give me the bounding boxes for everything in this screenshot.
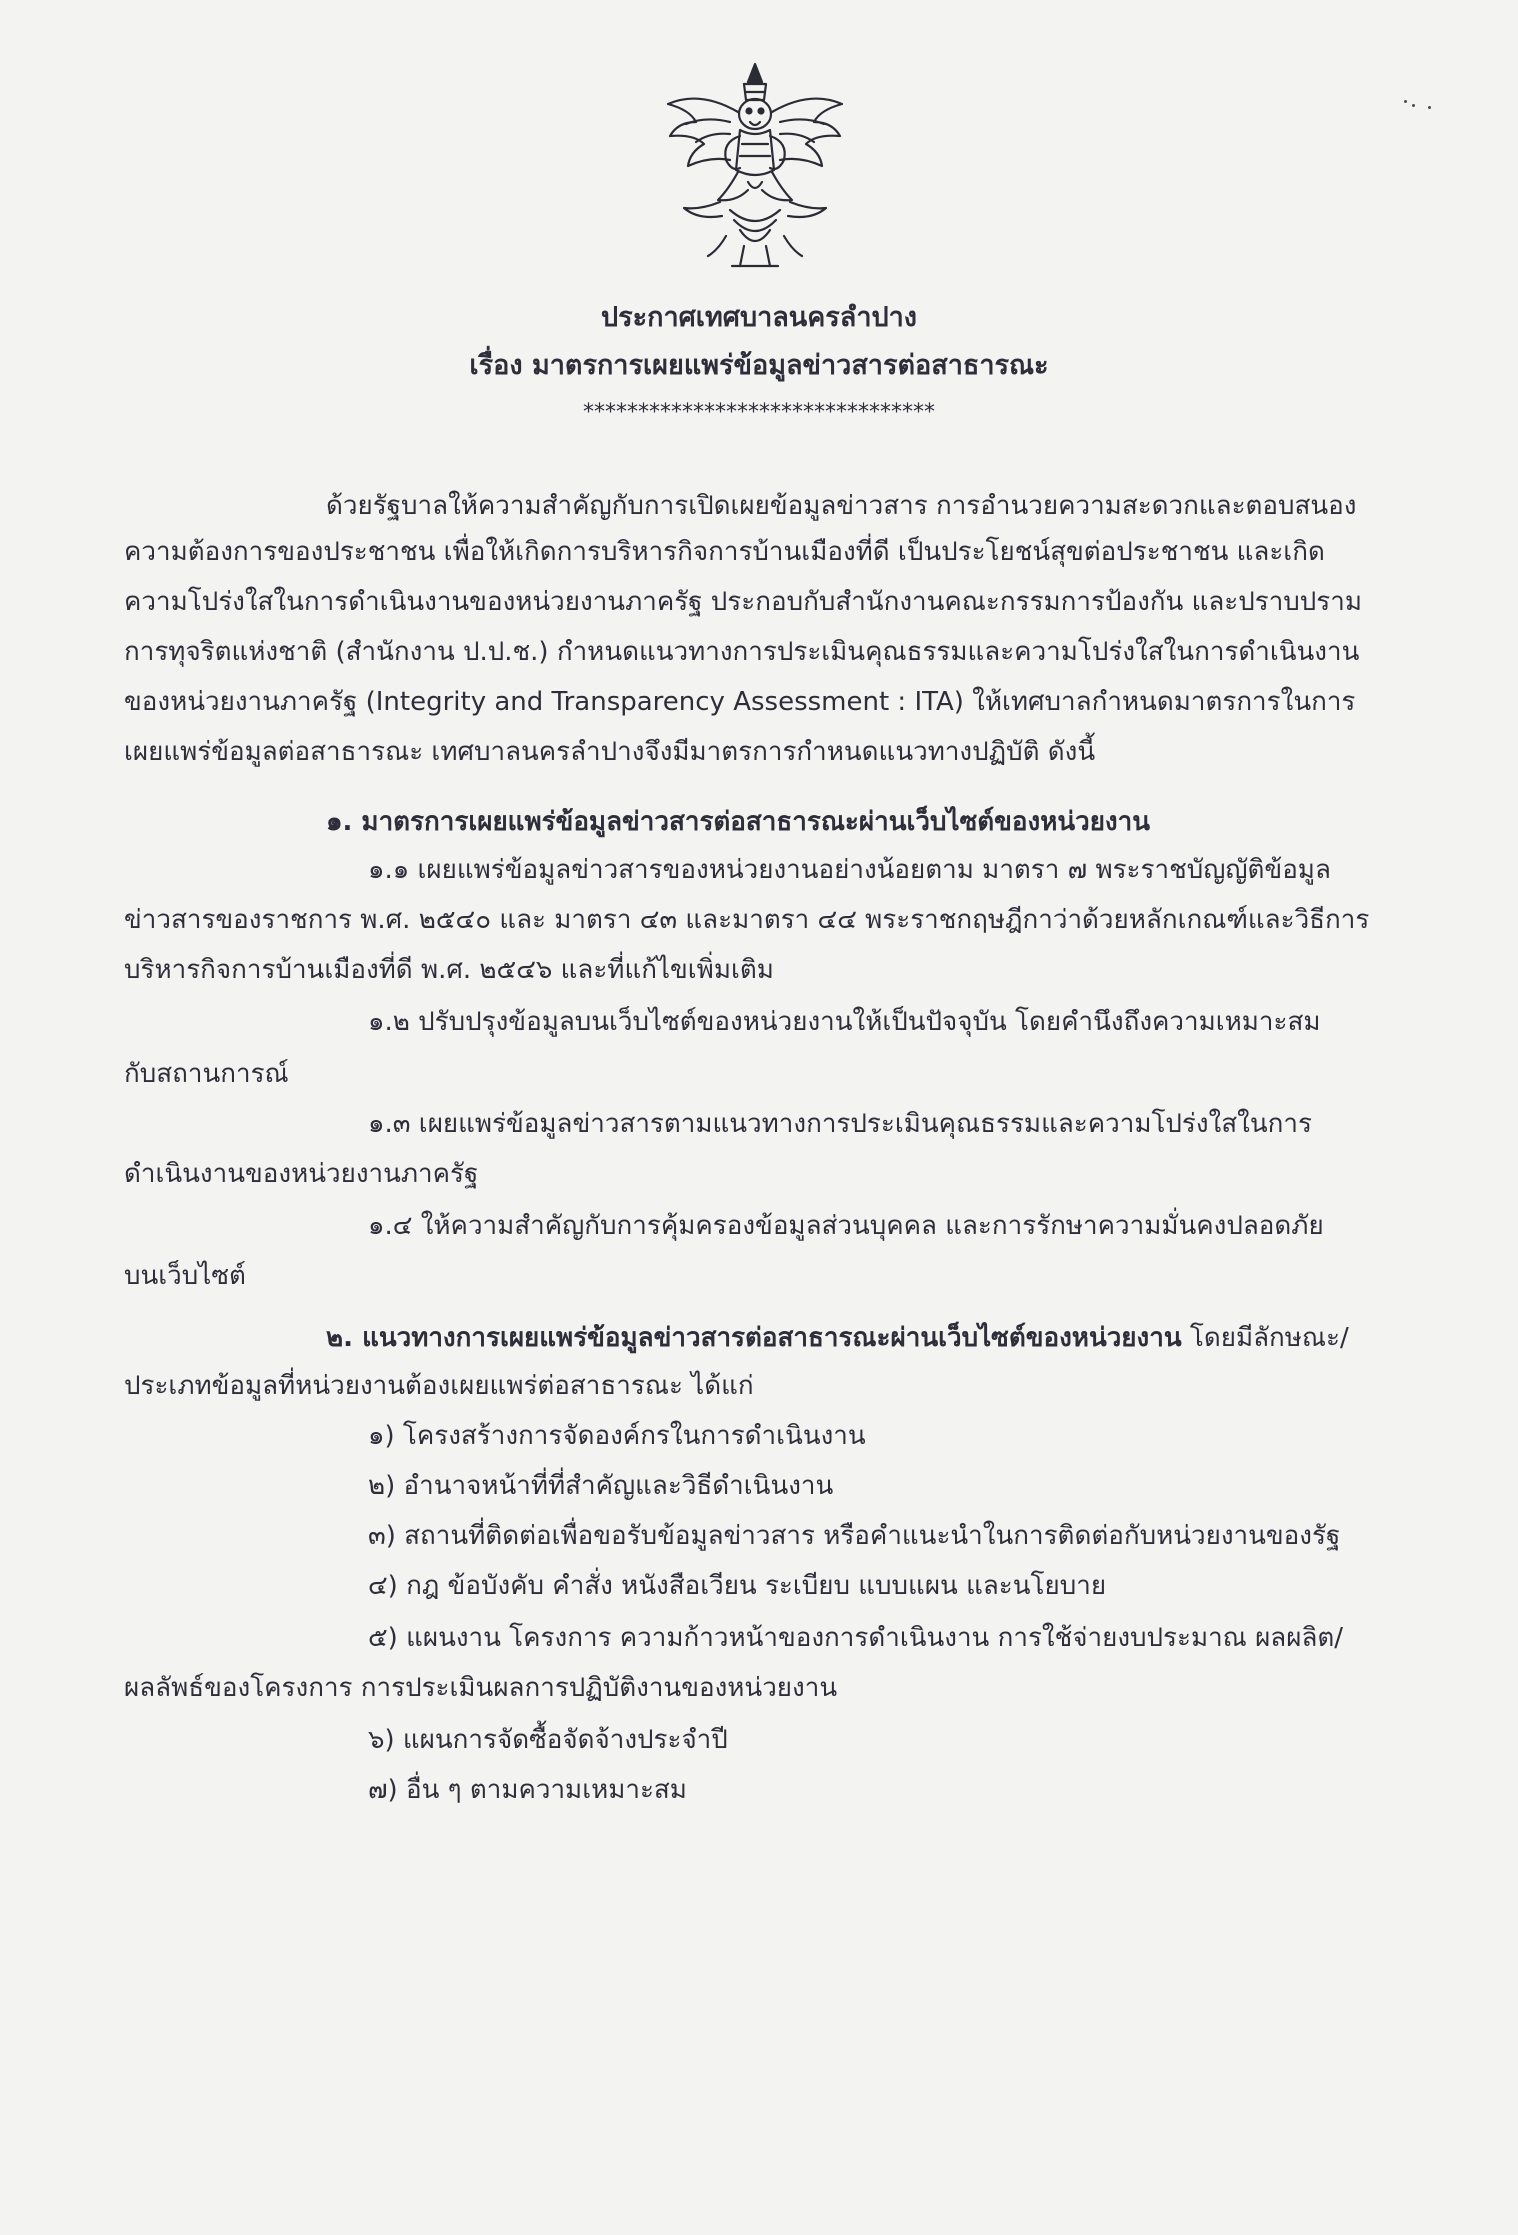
announcement-subject: เรื่อง มาตรการเผยแพร่ข้อมูลข่าวสารต่อสาธารณะ [469, 350, 1049, 381]
section-1-item-line: ๑.๔ ให้ความสำคัญกับการคุ้มครองข้อมูลส่วนบุคคล และการรักษาความมั่นคงปลอดภัย [368, 1211, 1324, 1241]
section-1-item-line: ข่าวสารของราชการ พ.ศ. ๒๕๔๐ และ มาตรา ๔๓ และมาตรา ๔๔ พระราชกฤษฎีกาว่าด้วยหลักเกณฑ์และวิธีการ [124, 905, 1370, 935]
scan-dot [1428, 106, 1431, 109]
section-2-heading-rest: โดยมีลักษณะ/ [1181, 1323, 1349, 1353]
section-2-item: ผลลัพธ์ของโครงการ การประเมินผลการปฏิบัติงานของหน่วยงาน [124, 1673, 838, 1703]
intro-line: ความโปร่งใสในการดำเนินงานของหน่วยงานภาครัฐ ประกอบกับสำนักงานคณะกรรมการป้องกัน และปราบปราม [124, 587, 1363, 617]
section-2-item: ๗) อื่น ๆ ตามความเหมาะสม [368, 1775, 687, 1805]
intro-line: ด้วยรัฐบาลให้ความสำคัญกับการเปิดเผยข้อมูลข่าวสาร การอำนวยความสะดวกและตอบสนอง [326, 491, 1357, 521]
section-1-heading: ๑. มาตรการเผยแพร่ข้อมูลข่าวสารต่อสาธารณะผ่านเว็บไซต์ของหน่วยงาน [326, 807, 1151, 837]
announcement-title: ประกาศเทศบาลนครลำปาง [600, 302, 917, 333]
section-2-heading-bold: ๒. แนวทางการเผยแพร่ข้อมูลข่าวสารต่อสาธารณะผ่านเว็บไซต์ของหน่วยงาน [326, 1323, 1182, 1353]
intro-line: ความต้องการของประชาชน เพื่อให้เกิดการบริหารกิจการบ้านเมืองที่ดี เป็นประโยชน์สุขต่อประชาชน และเกิด [124, 537, 1325, 567]
section-1-item-line: บริหารกิจการบ้านเมืองที่ดี พ.ศ. ๒๕๔๖ และที่แก้ไขเพิ่มเติม [124, 955, 774, 985]
section-1-item-line: ๑.๒ ปรับปรุงข้อมูลบนเว็บไซต์ของหน่วยงานให้เป็นปัจจุบัน โดยคำนึงถึงความเหมาะสม [368, 1007, 1321, 1037]
scan-dot [1412, 104, 1415, 107]
section-2-item: ๓) สถานที่ติดต่อเพื่อขอรับข้อมูลข่าวสาร หรือคำแนะนำในการติดต่อกับหน่วยงานของรัฐ [368, 1521, 1341, 1551]
intro-line: ของหน่วยงานภาครัฐ (Integrity and Transparency Assessment : ITA) ให้เทศบาลกำหนดมาตรการในการ [124, 687, 1356, 717]
section-1-item-line: ๑.๓ เผยแพร่ข้อมูลข่าวสารตามแนวทางการประเมินคุณธรรมและความโปร่งใสในการ [368, 1109, 1312, 1139]
section-2-item: ๔) กฎ ข้อบังคับ คำสั่ง หนังสือเวียน ระเบียบ แบบแผน และนโยบาย [368, 1571, 1107, 1601]
scan-dot [1404, 100, 1407, 103]
section-1-item-line: ๑.๑ เผยแพร่ข้อมูลข่าวสารของหน่วยงานอย่างน้อยตาม มาตรา ๗ พระราชบัญญัติข้อมูล [368, 855, 1331, 885]
intro-line: เผยแพร่ข้อมูลต่อสาธารณะ เทศบาลนครลำปางจึงมีมาตรการกำหนดแนวทางปฏิบัติ ดังนี้ [124, 737, 1096, 767]
section-2-item: ๑) โครงสร้างการจัดองค์กรในการดำเนินงาน [368, 1421, 866, 1451]
section-2-item: ๕) แผนงาน โครงการ ความก้าวหน้าของการดำเนินงาน การใช้จ่ายงบประมาณ ผลผลิต/ [368, 1623, 1344, 1653]
intro-line: การทุจริตแห่งชาติ (สำนักงาน ป.ป.ช.) กำหนดแนวทางการประเมินคุณธรรมและความโปร่งใสในการดำเนินงาน [124, 637, 1360, 667]
section-1-item-line: กับสถานการณ์ [124, 1059, 289, 1089]
section-2-item: ๒) อำนาจหน้าที่ที่สำคัญและวิธีดำเนินงาน [368, 1471, 834, 1501]
section-2-heading-line2: ประเภทข้อมูลที่หน่วยงานต้องเผยแพร่ต่อสาธารณะ ได้แก่ [124, 1371, 754, 1401]
section-2-heading [326, 1318, 1349, 1358]
separator-line: ******************************** [583, 400, 935, 425]
section-1-item-line: ดำเนินงานของหน่วยงานภาครัฐ [124, 1159, 479, 1189]
section-1-item-line: บนเว็บไซต์ [124, 1261, 246, 1291]
garuda-emblem [660, 60, 850, 275]
section-2-item: ๖) แผนการจัดซื้อจัดจ้างประจำปี [368, 1725, 728, 1755]
